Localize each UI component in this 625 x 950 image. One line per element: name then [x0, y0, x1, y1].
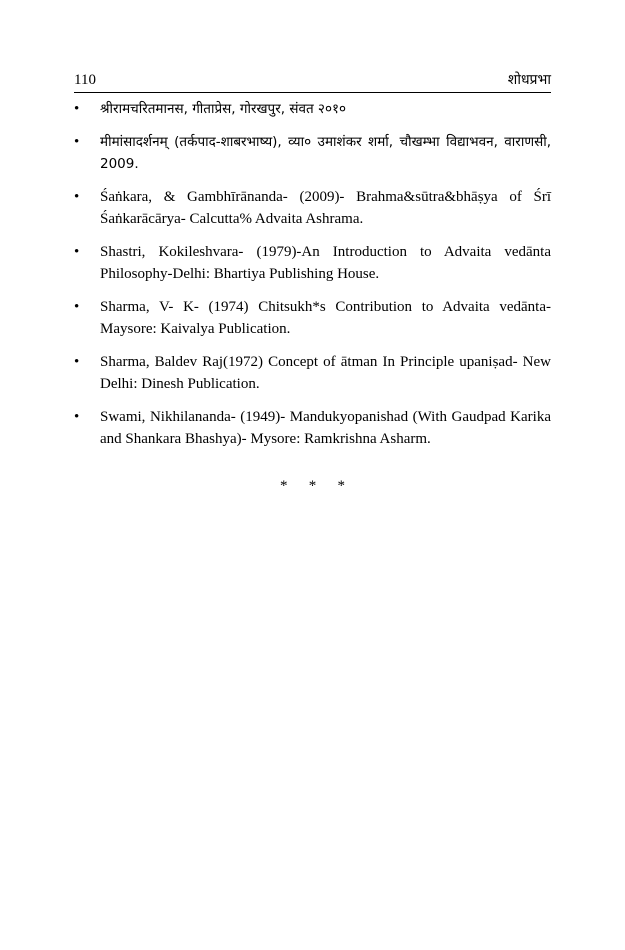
bullet-icon: • [74, 299, 80, 315]
reference-item [74, 296, 551, 340]
reference-item [74, 241, 551, 285]
bullet-icon: • [74, 101, 80, 117]
reference-item [74, 351, 551, 395]
bullet-icon: • [74, 354, 80, 370]
reference-text: श्रीरामचरितमानस, गीताप्रेस, गोरखपुर, संवत २०१० [100, 101, 347, 117]
bullet-icon: • [74, 244, 80, 260]
asterisk-mark: * [337, 478, 345, 494]
reference-text: Sharma, V- K- (1974) Chitsukh*s Contribution to Advaita vedānta- Maysore: Kaivalya Publication. [100, 299, 551, 337]
reference-text: Swami, Nikhilananda- (1949)- Mandukyopanishad (With Gaudpad Karika and Shankara Bhashya)- Mysore: Ramkrishna Asharm. [100, 409, 551, 447]
bullet-icon: • [74, 409, 80, 425]
reference-text: Shastri, Kokileshvara- (1979)-An Introduction to Advaita vedānta Philosophy-Delhi: Bhartiya Publishing House. [100, 244, 551, 282]
reference-text: Śaṅkara, & Gambhīrānanda- (2009)- Brahma&sūtra&bhāṣya of Śrī Śaṅkarācārya- Calcutta% Advaita Ashrama. [100, 189, 551, 227]
reference-item [74, 406, 551, 450]
page-number: 110 [74, 72, 96, 88]
reference-item [74, 131, 551, 175]
reference-item [74, 98, 551, 120]
bullet-icon: • [74, 189, 80, 205]
reference-text: Sharma, Baldev Raj(1972) Concept of ātman In Principle upaniṣad- New Delhi: Dinesh Publication. [100, 354, 551, 392]
reference-text: मीमांसादर्शनम् (तर्कपाद-शाबरभाष्य), व्या० उमाशंकर शर्मा, चौखम्भा विद्याभवन, वाराणसी, 2009. [100, 134, 551, 172]
journal-name: शोधप्रभा [507, 72, 551, 88]
asterisk-mark: * [280, 478, 288, 494]
bullet-icon: • [74, 134, 80, 150]
section-end-mark [0, 478, 625, 495]
reference-list [74, 98, 551, 461]
page-header [74, 70, 551, 93]
asterisk-mark: * [308, 478, 317, 494]
reference-item [74, 186, 551, 230]
